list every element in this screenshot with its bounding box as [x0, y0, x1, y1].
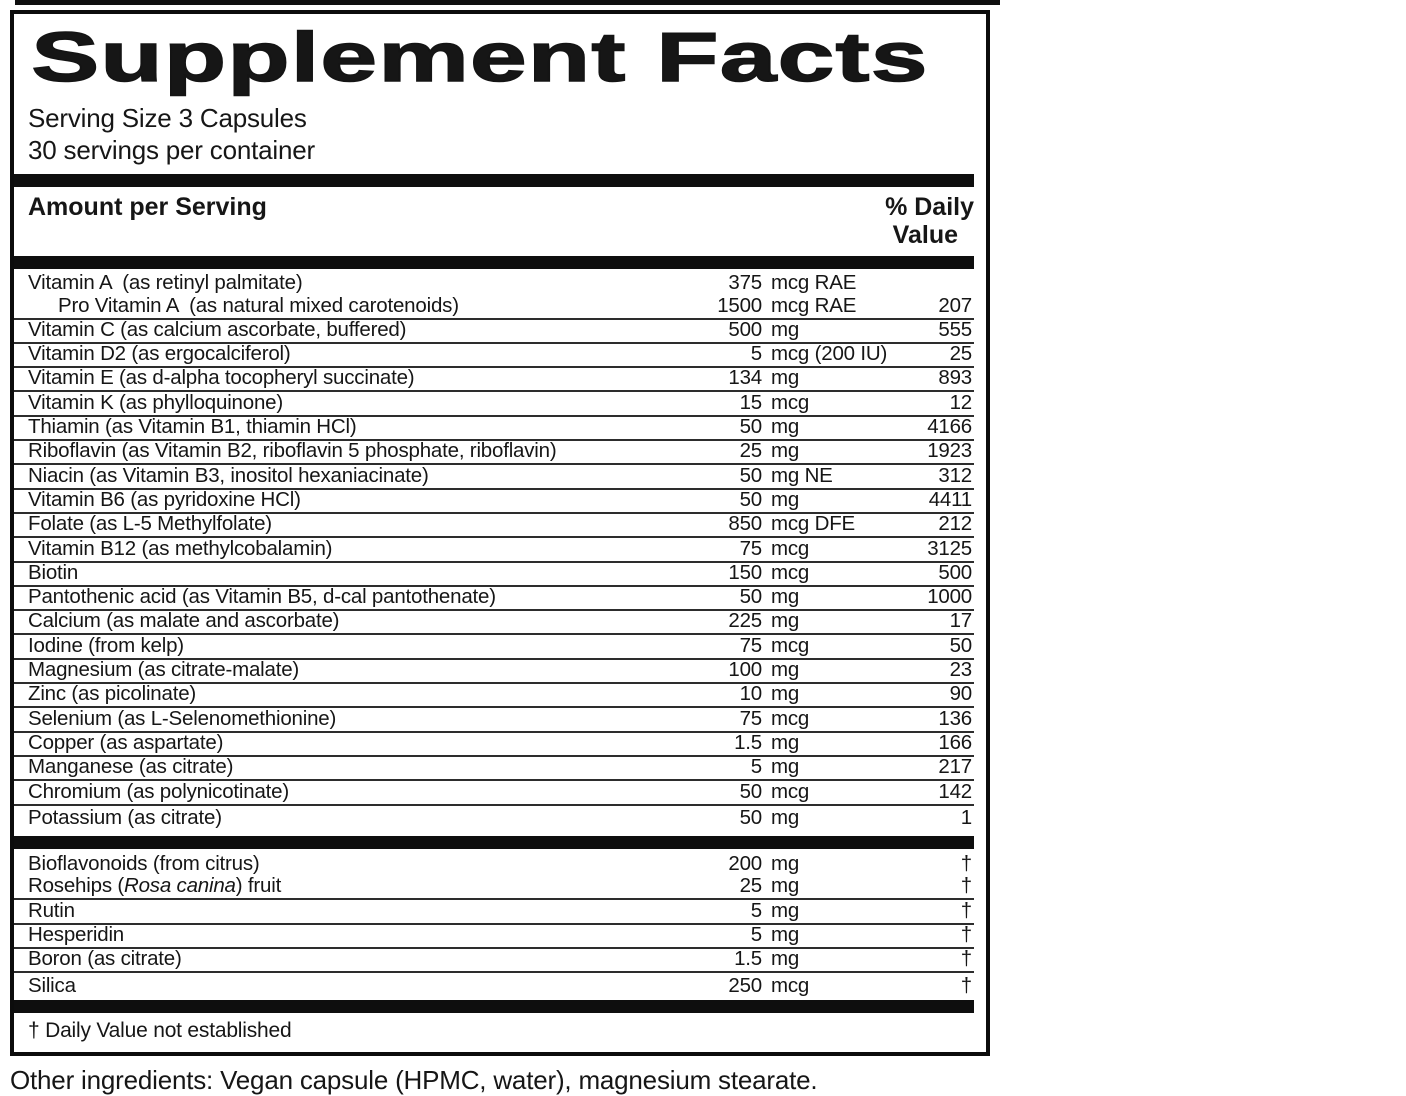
column-header-row [14, 187, 974, 256]
amount-unit: mcg [771, 390, 810, 414]
daily-value-header-line2: Value [892, 221, 958, 249]
amount-unit: mg [771, 682, 800, 706]
amount-value: 50 [739, 779, 762, 803]
table-row [14, 900, 974, 924]
daily-value-percent: 23 [949, 658, 972, 682]
amount-value: 5 [750, 342, 762, 366]
amount-unit: mg [771, 658, 800, 682]
daily-value-percent: 136 [938, 706, 972, 730]
daily-value-percent: 500 [938, 560, 972, 584]
amount-unit: mg [771, 439, 800, 463]
amount-value: 850 [728, 512, 762, 536]
ingredient-name: Silica [28, 973, 76, 997]
amount-unit: mg [771, 609, 800, 633]
amount-unit: mg [771, 487, 800, 511]
daily-value-percent: 1 [960, 805, 972, 829]
amount-value: 100 [728, 658, 762, 682]
table-row [14, 465, 974, 489]
ingredient-name: Thiamin (as Vitamin B1, thiamin HCl) [28, 415, 357, 439]
amount-value: 375 [728, 271, 762, 295]
divider-bar-thick [14, 1000, 974, 1013]
table-row [14, 973, 974, 997]
ingredient-name: Pro Vitamin A (as natural mixed carotenoids) [58, 293, 459, 317]
daily-value-percent: 50 [949, 633, 972, 657]
table-row [14, 317, 974, 344]
table-row [14, 514, 974, 538]
daily-value-percent: 212 [938, 512, 972, 536]
ingredient-name: Boron (as citrate) [28, 947, 182, 971]
table-row [14, 271, 974, 295]
amount-unit: mg [771, 947, 800, 971]
amount-value: 1500 [717, 293, 762, 317]
daily-value-header [885, 193, 974, 249]
table-row [14, 295, 974, 319]
amount-unit: mg NE [771, 463, 833, 487]
amount-unit: mcg DFE [771, 512, 856, 536]
serving-size: Serving Size 3 Capsules [28, 103, 307, 133]
ingredient-name: Copper (as aspartate) [28, 730, 224, 754]
daily-value-footnote: † Daily Value not established [28, 1018, 292, 1042]
top-edge-strip [15, 0, 1000, 5]
daily-value-percent: † [960, 874, 972, 898]
daily-value-percent: 217 [938, 755, 972, 779]
daily-value-percent: † [960, 852, 972, 876]
daily-value-percent: 4411 [928, 487, 972, 511]
amount-unit: mg [771, 852, 800, 876]
table-row [14, 757, 974, 781]
amount-unit: mcg RAE [771, 293, 857, 317]
amount-unit: mg [771, 874, 800, 898]
ingredient-name: Vitamin B12 (as methylcobalamin) [28, 536, 333, 560]
supplement-facts-panel [10, 10, 990, 1056]
amount-value: 50 [739, 415, 762, 439]
divider-bar-thick [14, 836, 974, 849]
amount-unit: mg [771, 805, 800, 829]
botanical-table [14, 852, 974, 998]
amount-unit: mcg [771, 560, 810, 584]
amount-unit: mcg (200 IU) [771, 342, 888, 366]
table-row [14, 806, 974, 830]
amount-value: 75 [739, 633, 762, 657]
ingredient-name: Folate (as L-5 Methylfolate) [28, 512, 272, 536]
ingredient-name: Vitamin E (as d-alpha tocopheryl succinate) [28, 366, 415, 390]
amount-value: 50 [739, 585, 762, 609]
table-row [14, 392, 974, 416]
amount-unit: mg [771, 366, 800, 390]
amount-value: 50 [739, 463, 762, 487]
table-row [14, 487, 974, 514]
amount-unit: mg [771, 415, 800, 439]
table-row [14, 368, 974, 392]
amount-per-serving-header: Amount per Serving [28, 193, 267, 221]
amount-value: 15 [739, 390, 762, 414]
ingredient-name: Biotin [28, 560, 79, 584]
table-row [14, 684, 974, 708]
amount-value: 225 [728, 609, 762, 633]
table-row [14, 949, 974, 973]
table-row [14, 635, 974, 659]
ingredient-name: Magnesium (as citrate-malate) [28, 658, 300, 682]
ingredient-name: Vitamin B6 (as pyridoxine HCl) [28, 487, 301, 511]
amount-unit: mg [771, 755, 800, 779]
ingredient-name: Iodine (from kelp) [28, 633, 184, 657]
daily-value-percent: † [960, 898, 972, 922]
amount-unit: mcg [771, 779, 810, 803]
amount-value: 5 [750, 923, 762, 947]
amount-unit: mg [771, 317, 800, 341]
table-row [14, 441, 974, 465]
nutrient-table [14, 271, 974, 830]
daily-value-percent: 893 [938, 366, 972, 390]
table-row [14, 417, 974, 441]
ingredient-name-latin: Rosa canina [124, 874, 236, 898]
amount-value: 1.5 [734, 730, 762, 754]
ingredient-name: Potassium (as citrate) [28, 805, 222, 829]
ingredient-name: Calcium (as malate and ascorbate) [28, 609, 340, 633]
amount-unit: mg [771, 730, 800, 754]
table-row [14, 708, 974, 732]
table-row [14, 344, 974, 368]
daily-value-percent: 207 [938, 293, 972, 317]
table-row [14, 730, 974, 757]
table-row [14, 781, 974, 805]
amount-unit: mcg [771, 706, 810, 730]
amount-value: 10 [739, 682, 762, 706]
ingredient-name: Bioflavonoids (from citrus) [28, 852, 260, 876]
daily-value-percent: 555 [938, 317, 972, 341]
daily-value-percent: 4166 [927, 415, 972, 439]
daily-value-percent: 1000 [927, 585, 972, 609]
ingredient-name: Hesperidin [28, 923, 124, 947]
daily-value-percent: † [960, 973, 972, 997]
amount-value: 50 [739, 487, 762, 511]
table-row [14, 611, 974, 635]
daily-value-percent: 142 [938, 779, 972, 803]
amount-value: 75 [739, 706, 762, 730]
amount-value: 75 [739, 536, 762, 560]
amount-value: 500 [728, 317, 762, 341]
panel-title: Supplement Facts [31, 18, 929, 96]
amount-value: 5 [750, 755, 762, 779]
amount-value: 200 [728, 852, 762, 876]
servings-per-container: 30 servings per container [28, 135, 315, 165]
amount-value: 25 [739, 874, 762, 898]
table-row [14, 538, 974, 562]
ingredient-name: Zinc (as picolinate) [28, 682, 197, 706]
daily-value-percent: 166 [938, 730, 972, 754]
divider-bar-thick [14, 256, 974, 269]
daily-value-percent: 25 [949, 342, 972, 366]
ingredient-name: Chromium (as polynicotinate) [28, 779, 290, 803]
daily-value-percent: 90 [949, 682, 972, 706]
ingredient-name: Pantothenic acid (as Vitamin B5, d-cal pantothenate) [28, 585, 496, 609]
daily-value-percent: 1923 [927, 439, 972, 463]
ingredient-name: Vitamin A (as retinyl palmitate) [28, 271, 303, 295]
amount-unit: mg [771, 585, 800, 609]
ingredient-name: Rosehips (Rosa canina) fruit [28, 874, 282, 898]
table-row [14, 852, 974, 876]
ingredient-name: Riboflavin (as Vitamin B2, riboflavin 5 phosphate, riboflavin) [28, 439, 557, 463]
daily-value-percent: † [960, 923, 972, 947]
table-row [14, 660, 974, 684]
ingredient-name: Manganese (as citrate) [28, 755, 234, 779]
amount-value: 5 [750, 898, 762, 922]
divider-bar-thick [14, 174, 974, 187]
daily-value-percent: † [960, 947, 972, 971]
table-row [14, 925, 974, 949]
serving-info [28, 102, 974, 166]
amount-value: 1.5 [734, 947, 762, 971]
amount-unit: mcg [771, 633, 810, 657]
ingredient-name: Niacin (as Vitamin B3, inositol hexaniacinate) [28, 463, 429, 487]
amount-value: 50 [739, 805, 762, 829]
amount-value: 25 [739, 439, 762, 463]
amount-unit: mg [771, 923, 800, 947]
amount-value: 250 [728, 973, 762, 997]
daily-value-percent: 312 [938, 463, 972, 487]
table-row [14, 560, 974, 587]
table-row [14, 587, 974, 611]
daily-value-percent: 12 [949, 390, 972, 414]
other-ingredients: Other ingredients: Vegan capsule (HPMC, water), magnesium stearate. [10, 1064, 818, 1095]
amount-value: 150 [728, 560, 762, 584]
amount-unit: mcg RAE [771, 271, 857, 295]
ingredient-name: Selenium (as L-Selenomethionine) [28, 706, 337, 730]
daily-value-percent: 17 [949, 609, 972, 633]
amount-unit: mg [771, 898, 800, 922]
amount-unit: mcg [771, 973, 810, 997]
ingredient-name: Vitamin K (as phylloquinone) [28, 390, 283, 414]
ingredient-name: Vitamin D2 (as ergocalciferol) [28, 342, 291, 366]
amount-value: 134 [728, 366, 762, 390]
amount-unit: mcg [771, 536, 810, 560]
ingredient-name: Vitamin C (as calcium ascorbate, buffered) [28, 317, 407, 341]
table-row [14, 876, 974, 900]
daily-value-header-line1: % Daily [885, 193, 974, 221]
ingredient-name: Rutin [28, 898, 75, 922]
daily-value-percent: 3125 [927, 536, 972, 560]
